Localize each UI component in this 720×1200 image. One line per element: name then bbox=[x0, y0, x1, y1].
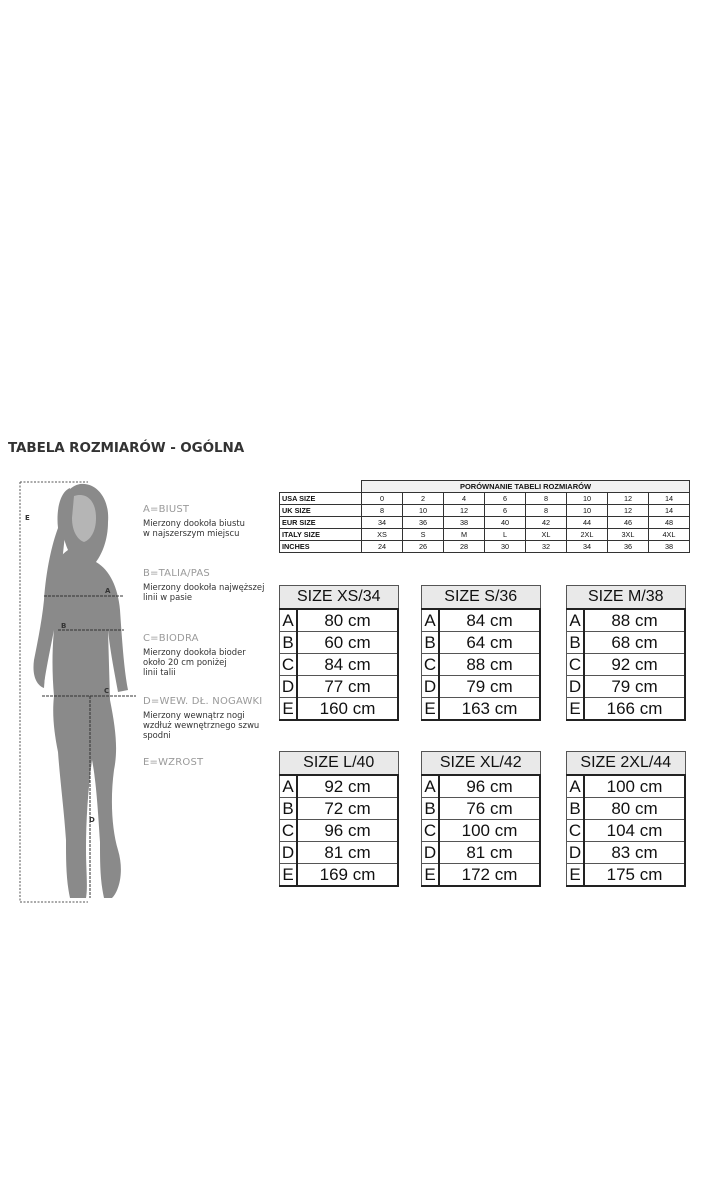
comparison-row-label: USA SIZE bbox=[280, 493, 362, 505]
measure-letter: C bbox=[567, 820, 585, 842]
size-box-row bbox=[567, 864, 686, 887]
measure-value: 100 cm bbox=[439, 820, 540, 842]
legend-line: Mierzony dookoła najwęższej bbox=[143, 582, 265, 592]
measure-letter: B bbox=[422, 632, 440, 654]
size-box-row bbox=[422, 698, 541, 721]
measure-value: 88 cm bbox=[439, 654, 540, 676]
size-box-row bbox=[422, 654, 541, 676]
legend-waist bbox=[143, 568, 264, 602]
marker-d: D bbox=[89, 816, 95, 824]
marker-a: A bbox=[105, 587, 111, 595]
size-box-row bbox=[280, 798, 399, 820]
measure-letter: B bbox=[280, 632, 298, 654]
measure-value: 92 cm bbox=[584, 654, 685, 676]
measure-value: 84 cm bbox=[439, 609, 540, 632]
comparison-cell: 34 bbox=[362, 517, 403, 529]
size-box-title: SIZE 2XL/44 bbox=[567, 752, 686, 776]
size-box-title: SIZE XL/42 bbox=[422, 752, 541, 776]
comparison-cell: 4XL bbox=[649, 529, 690, 541]
comparison-title: PORÓWNANIE TABELI ROZMIARÓW bbox=[362, 481, 690, 493]
measure-value: 96 cm bbox=[439, 775, 540, 798]
comparison-cell: M bbox=[444, 529, 485, 541]
measure-letter: C bbox=[567, 654, 585, 676]
size-box-title: SIZE S/36 bbox=[422, 586, 541, 610]
measure-value: 104 cm bbox=[584, 820, 685, 842]
comparison-row bbox=[280, 517, 690, 529]
comparison-row bbox=[280, 541, 690, 553]
measure-value: 81 cm bbox=[439, 842, 540, 864]
comparison-cell: 46 bbox=[608, 517, 649, 529]
measure-letter: D bbox=[567, 842, 585, 864]
legend-height-head: E=WZROST bbox=[143, 757, 204, 768]
comparison-row-label: EUR SIZE bbox=[280, 517, 362, 529]
size-box-row bbox=[567, 632, 686, 654]
size-box-title: SIZE XS/34 bbox=[280, 586, 399, 610]
measure-value: 80 cm bbox=[584, 798, 685, 820]
measure-letter: A bbox=[567, 609, 585, 632]
measure-value: 160 cm bbox=[297, 698, 398, 721]
size-box-row bbox=[280, 609, 399, 632]
comparison-cell: 12 bbox=[608, 505, 649, 517]
legend-hips-head: C=BIODRA bbox=[143, 633, 199, 644]
measure-value: 64 cm bbox=[439, 632, 540, 654]
size-box-row bbox=[422, 676, 541, 698]
size-box bbox=[279, 751, 399, 887]
comparison-cell: XS bbox=[362, 529, 403, 541]
measure-value: 169 cm bbox=[297, 864, 398, 887]
measure-value: 100 cm bbox=[584, 775, 685, 798]
measure-letter: E bbox=[280, 864, 298, 887]
size-box-row bbox=[280, 864, 399, 887]
measure-letter: E bbox=[280, 698, 298, 721]
size-box-row bbox=[280, 820, 399, 842]
legend-line: Mierzony wewnątrz nogi bbox=[143, 710, 245, 720]
legend-bust bbox=[143, 504, 245, 538]
size-box bbox=[279, 585, 399, 721]
legend-waist-head: B=TALIA/PAS bbox=[143, 568, 210, 579]
legend-inseam-desc bbox=[143, 710, 262, 740]
measure-value: 60 cm bbox=[297, 632, 398, 654]
size-box-row bbox=[567, 820, 686, 842]
marker-e: E bbox=[25, 514, 30, 522]
comparison-cell: 34 bbox=[567, 541, 608, 553]
comparison-row-label: UK SIZE bbox=[280, 505, 362, 517]
measure-letter: E bbox=[422, 864, 440, 887]
comparison-cell: 40 bbox=[485, 517, 526, 529]
measure-value: 80 cm bbox=[297, 609, 398, 632]
measure-letter: C bbox=[280, 654, 298, 676]
comparison-cell: 8 bbox=[526, 493, 567, 505]
measure-value: 92 cm bbox=[297, 775, 398, 798]
comparison-row-label: INCHES bbox=[280, 541, 362, 553]
comparison-cell: 3XL bbox=[608, 529, 649, 541]
measure-letter: B bbox=[567, 798, 585, 820]
comparison-cell: 30 bbox=[485, 541, 526, 553]
measure-value: 163 cm bbox=[439, 698, 540, 721]
size-box-row bbox=[280, 775, 399, 798]
measure-value: 77 cm bbox=[297, 676, 398, 698]
comparison-cell: 6 bbox=[485, 493, 526, 505]
comparison-cell: 2 bbox=[403, 493, 444, 505]
measure-value: 79 cm bbox=[584, 676, 685, 698]
comparison-cell: 26 bbox=[403, 541, 444, 553]
legend-line: linii w pasie bbox=[143, 592, 193, 602]
size-box-row bbox=[422, 864, 541, 887]
size-box-row bbox=[567, 842, 686, 864]
measure-letter: D bbox=[422, 676, 440, 698]
size-box bbox=[566, 751, 686, 887]
comparison-cell: 2XL bbox=[567, 529, 608, 541]
size-box-row bbox=[280, 698, 399, 721]
legend-line: wzdłuż wewnętrznego szwu bbox=[143, 720, 260, 730]
size-box-row bbox=[422, 820, 541, 842]
measure-value: 83 cm bbox=[584, 842, 685, 864]
measure-letter: D bbox=[567, 676, 585, 698]
measure-letter: E bbox=[422, 698, 440, 721]
size-box bbox=[421, 751, 541, 887]
comparison-row-label: ITALY SIZE bbox=[280, 529, 362, 541]
comparison-cell: 44 bbox=[567, 517, 608, 529]
measure-value: 84 cm bbox=[297, 654, 398, 676]
comparison-cell: 14 bbox=[649, 493, 690, 505]
measure-letter: D bbox=[280, 676, 298, 698]
size-box-row bbox=[280, 842, 399, 864]
comparison-row bbox=[280, 493, 690, 505]
size-box bbox=[421, 585, 541, 721]
measure-letter: B bbox=[422, 798, 440, 820]
measure-value: 81 cm bbox=[297, 842, 398, 864]
comparison-cell: 8 bbox=[526, 505, 567, 517]
measure-letter: A bbox=[422, 609, 440, 632]
legend-bust-desc bbox=[143, 518, 245, 538]
measure-letter: D bbox=[422, 842, 440, 864]
comparison-cell: 10 bbox=[567, 493, 608, 505]
legend-height bbox=[143, 757, 203, 768]
page-title: TABELA ROZMIARÓW - OGÓLNA bbox=[8, 440, 245, 456]
legend-inseam bbox=[143, 696, 262, 740]
legend-bust-head: A=BIUST bbox=[143, 504, 190, 515]
comparison-cell: XL bbox=[526, 529, 567, 541]
measure-value: 96 cm bbox=[297, 820, 398, 842]
size-box-row bbox=[422, 632, 541, 654]
legend-line: Mierzony dookoła biustu bbox=[143, 518, 245, 528]
size-box-row bbox=[567, 676, 686, 698]
comparison-cell: 36 bbox=[403, 517, 444, 529]
comparison-cell: 48 bbox=[649, 517, 690, 529]
comparison-cell: 32 bbox=[526, 541, 567, 553]
measure-letter: A bbox=[422, 775, 440, 798]
legend-inseam-head: D=WEW. DŁ. NOGAWKI bbox=[143, 696, 263, 707]
comparison-cell: 38 bbox=[649, 541, 690, 553]
size-box-row bbox=[567, 654, 686, 676]
legend-line: spodni bbox=[143, 730, 171, 740]
legend-line: Mierzony dookoła bioder bbox=[143, 647, 246, 657]
size-box-row bbox=[280, 632, 399, 654]
size-box-title: SIZE M/38 bbox=[567, 586, 686, 610]
measure-value: 175 cm bbox=[584, 864, 685, 887]
size-box-row bbox=[422, 609, 541, 632]
comparison-cell: 0 bbox=[362, 493, 403, 505]
legend-hips-desc bbox=[143, 647, 246, 677]
size-box-row bbox=[567, 775, 686, 798]
measure-letter: B bbox=[567, 632, 585, 654]
comparison-row bbox=[280, 505, 690, 517]
measure-letter: E bbox=[567, 698, 585, 721]
measure-letter: C bbox=[280, 820, 298, 842]
size-box bbox=[566, 585, 686, 721]
marker-b: B bbox=[61, 622, 67, 630]
comparison-cell: 28 bbox=[444, 541, 485, 553]
comparison-cell: 12 bbox=[608, 493, 649, 505]
legend-line: około 20 cm poniżej bbox=[143, 657, 227, 667]
size-box-row bbox=[567, 698, 686, 721]
comparison-cell: 10 bbox=[567, 505, 608, 517]
size-box-title: SIZE L/40 bbox=[280, 752, 399, 776]
measure-letter: B bbox=[280, 798, 298, 820]
measure-letter: C bbox=[422, 820, 440, 842]
measure-letter: D bbox=[280, 842, 298, 864]
size-box-row bbox=[567, 798, 686, 820]
comparison-cell: 14 bbox=[649, 505, 690, 517]
size-box-row bbox=[422, 798, 541, 820]
measure-value: 79 cm bbox=[439, 676, 540, 698]
measure-letter: A bbox=[280, 775, 298, 798]
measure-value: 166 cm bbox=[584, 698, 685, 721]
legend-line: linii talii bbox=[143, 667, 176, 677]
comparison-cell: 12 bbox=[444, 505, 485, 517]
size-box-row bbox=[280, 676, 399, 698]
comparison-cell: L bbox=[485, 529, 526, 541]
comparison-cell: 36 bbox=[608, 541, 649, 553]
measure-letter: A bbox=[280, 609, 298, 632]
size-box-row bbox=[422, 775, 541, 798]
comparison-cell: 6 bbox=[485, 505, 526, 517]
measure-value: 72 cm bbox=[297, 798, 398, 820]
measurement-figure bbox=[0, 470, 280, 910]
comparison-cell: 10 bbox=[403, 505, 444, 517]
legend-waist-desc bbox=[143, 582, 264, 602]
legend-line: w najszerszym miejscu bbox=[143, 528, 240, 538]
comparison-cell: 24 bbox=[362, 541, 403, 553]
comparison-cell: 8 bbox=[362, 505, 403, 517]
measure-value: 68 cm bbox=[584, 632, 685, 654]
comparison-cell: 42 bbox=[526, 517, 567, 529]
size-box-row bbox=[567, 609, 686, 632]
measure-value: 76 cm bbox=[439, 798, 540, 820]
empty-corner bbox=[280, 481, 362, 493]
measure-letter: A bbox=[567, 775, 585, 798]
comparison-row bbox=[280, 529, 690, 541]
comparison-cell: S bbox=[403, 529, 444, 541]
comparison-cell: 38 bbox=[444, 517, 485, 529]
measure-letter: E bbox=[567, 864, 585, 887]
comparison-cell: 4 bbox=[444, 493, 485, 505]
measure-letter: C bbox=[422, 654, 440, 676]
measure-value: 172 cm bbox=[439, 864, 540, 887]
size-comparison-table bbox=[279, 480, 690, 553]
measure-value: 88 cm bbox=[584, 609, 685, 632]
size-box-row bbox=[422, 842, 541, 864]
size-box-row bbox=[280, 654, 399, 676]
marker-c: C bbox=[104, 687, 110, 695]
legend-hips bbox=[143, 633, 246, 677]
